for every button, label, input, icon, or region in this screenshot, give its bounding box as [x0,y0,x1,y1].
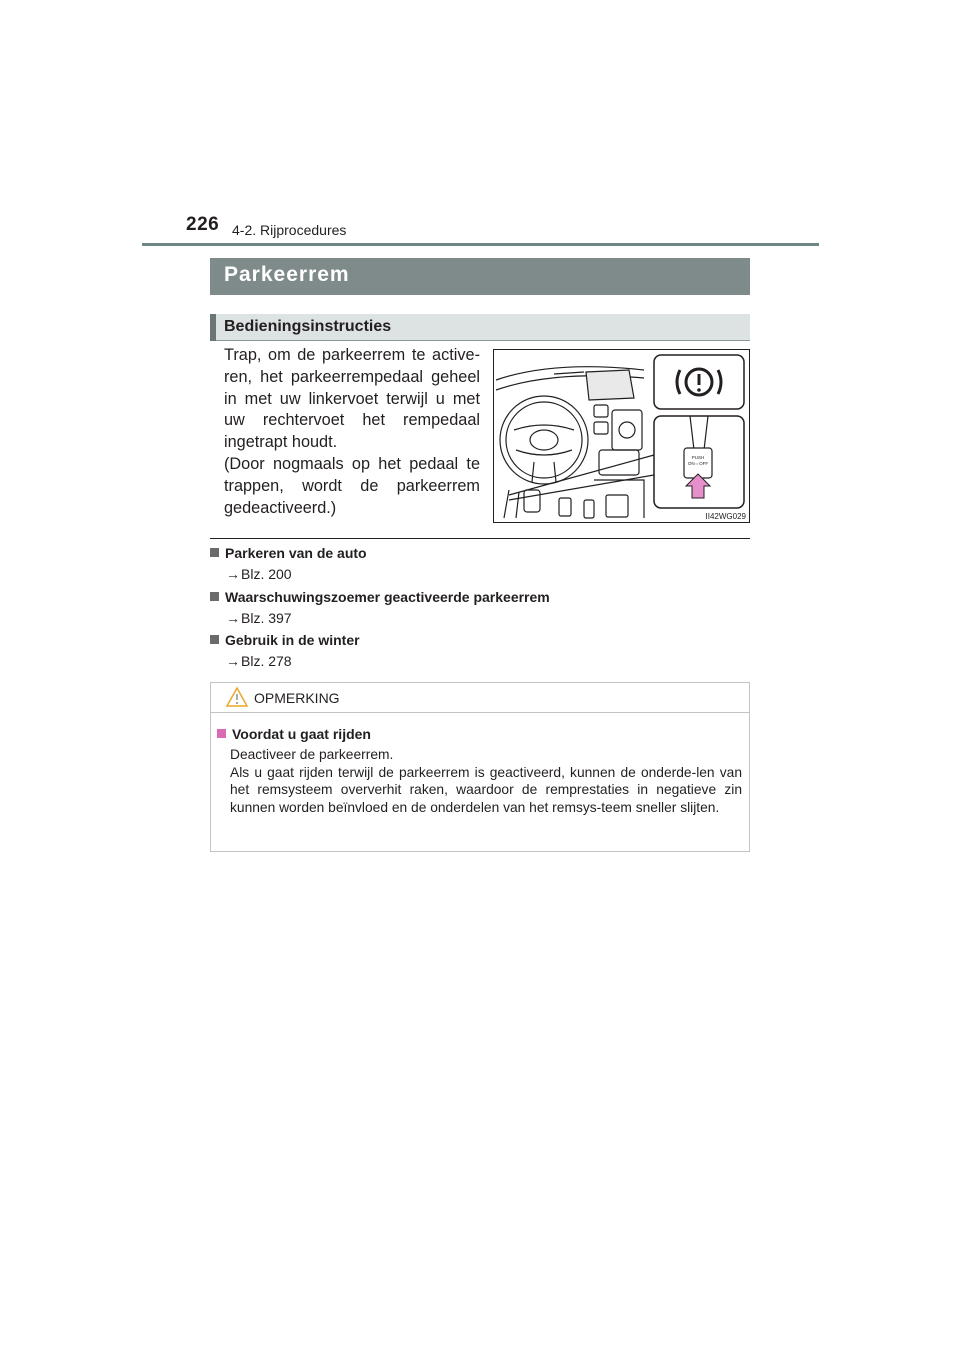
reference-title: Gebruik in de winter [225,632,360,648]
notice-box [210,682,750,852]
reference-link[interactable] [226,566,292,582]
arrow-right-icon: → [226,653,240,669]
bullet-square-icon [210,548,219,557]
illustration-code: II42WG029 [705,512,746,521]
reference-list [210,545,750,676]
warning-triangle-icon [225,686,249,708]
pedal-label-onoff: ON⇔OFF [687,461,709,466]
intro-line-1: Trap, om de parkeerrem te active-ren, het parkeerrempedaal geheel in met uw linkervoet terwijl u met uw rechtervoet het rempedaal ingetrapt houdt. [224,346,480,452]
reference-title: Parkeren van de auto [225,545,367,561]
dashboard-drawing [494,350,749,522]
notice-label: OPMERKING [254,690,340,706]
page-title: Parkeerrem [224,263,350,286]
arrow-right-icon: → [226,566,240,582]
parking-brake-illustration [493,349,750,523]
title-bar [210,258,750,295]
bullet-square-icon [210,592,219,601]
separator-rule [210,538,750,539]
header-rule [142,243,819,246]
notice-line-2: Als u gaat rijden terwijl de parkeerrem is geactiveerd, kunnen de onderde-len van het remsysteem oververhit raken, waardoor de remprestaties in negatieve zin kunnen worden beïnvloed en de onderdelen van het remsys-teem sneller slijten. [230,764,742,815]
reference-link[interactable] [226,610,292,626]
intro-text [224,345,480,519]
page-number: 226 [186,214,220,235]
arrow-right-icon: → [226,609,240,626]
section-label: 4-2. Rijprocedures [232,222,347,238]
reference-page: Blz. 200 [241,566,292,582]
list-item [210,589,750,633]
list-item [210,545,750,589]
pedal-label-push: PUSH [691,455,705,460]
bullet-square-icon [217,729,226,738]
notice-title: Voordat u gaat rijden [232,726,371,742]
subsection-accent [210,314,216,341]
reference-page: Blz. 397 [241,609,292,626]
reference-link[interactable] [226,653,292,669]
intro-line-2: (Door nogmaals op het pedaal te trappen, wordt de parkeerrem gedeactiveerd.) [224,454,480,517]
bullet-square-icon [210,635,219,644]
notice-header [211,683,749,713]
subsection-title: Bedieningsinstructies [224,318,392,335]
list-item [210,632,750,676]
notice-body [230,746,742,816]
subsection-bar [210,314,750,341]
reference-page: Blz. 278 [241,653,292,669]
reference-title: Waarschuwingszoemer geactiveerde parkeerrem [225,588,550,605]
notice-line-1: Deactiveer de parkeerrem. [230,747,394,762]
